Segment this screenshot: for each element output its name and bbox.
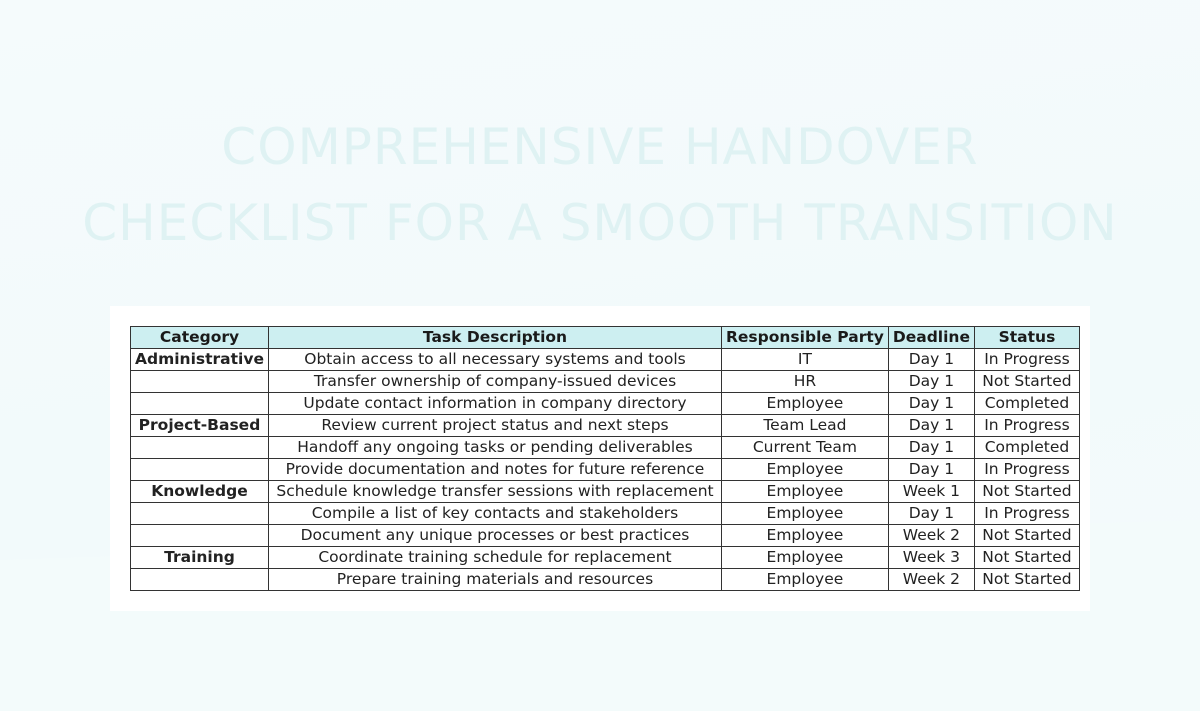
header-responsible-party: Responsible Party <box>721 327 888 349</box>
cell-status: In Progress <box>974 349 1079 371</box>
page-title-line-1: COMPREHENSIVE HANDOVER <box>221 118 979 176</box>
cell-task: Update contact information in company directory <box>268 393 721 415</box>
table-row <box>131 503 1080 525</box>
header-deadline: Deadline <box>888 327 974 349</box>
table-row <box>131 569 1080 591</box>
cell-status: Not Started <box>974 525 1079 547</box>
cell-status: Not Started <box>974 569 1079 591</box>
cell-category: Training <box>131 547 269 569</box>
cell-deadline: Week 2 <box>888 525 974 547</box>
cell-task: Obtain access to all necessary systems and tools <box>268 349 721 371</box>
cell-category <box>131 437 269 459</box>
cell-party: Employee <box>721 525 888 547</box>
cell-deadline: Day 1 <box>888 459 974 481</box>
cell-party: Employee <box>721 503 888 525</box>
cell-category: Knowledge <box>131 481 269 503</box>
cell-deadline: Day 1 <box>888 503 974 525</box>
table-row <box>131 393 1080 415</box>
cell-task: Review current project status and next steps <box>268 415 721 437</box>
cell-party: Employee <box>721 459 888 481</box>
cell-category: Administrative <box>131 349 269 371</box>
header-category: Category <box>131 327 269 349</box>
table-row <box>131 459 1080 481</box>
cell-category: Project-Based <box>131 415 269 437</box>
cell-deadline: Day 1 <box>888 371 974 393</box>
cell-status: Not Started <box>974 547 1079 569</box>
cell-category <box>131 503 269 525</box>
cell-task: Document any unique processes or best practices <box>268 525 721 547</box>
table-row <box>131 415 1080 437</box>
cell-deadline: Day 1 <box>888 393 974 415</box>
cell-party: Employee <box>721 547 888 569</box>
cell-party: HR <box>721 371 888 393</box>
cell-status: Completed <box>974 393 1079 415</box>
cell-party: Employee <box>721 481 888 503</box>
cell-task: Compile a list of key contacts and stakeholders <box>268 503 721 525</box>
cell-deadline: Week 3 <box>888 547 974 569</box>
cell-deadline: Week 1 <box>888 481 974 503</box>
table-row <box>131 481 1080 503</box>
cell-task: Handoff any ongoing tasks or pending deliverables <box>268 437 721 459</box>
header-status: Status <box>974 327 1079 349</box>
table-row <box>131 547 1080 569</box>
cell-party: IT <box>721 349 888 371</box>
table-row <box>131 437 1080 459</box>
cell-party: Current Team <box>721 437 888 459</box>
cell-task: Coordinate training schedule for replacement <box>268 547 721 569</box>
cell-status: Not Started <box>974 371 1079 393</box>
cell-deadline: Day 1 <box>888 415 974 437</box>
handover-checklist-table <box>130 326 1080 591</box>
cell-deadline: Week 2 <box>888 569 974 591</box>
checklist-card <box>110 306 1090 611</box>
cell-task: Provide documentation and notes for future reference <box>268 459 721 481</box>
table-row <box>131 349 1080 371</box>
cell-category <box>131 525 269 547</box>
cell-party: Employee <box>721 393 888 415</box>
cell-status: Not Started <box>974 481 1079 503</box>
cell-task: Transfer ownership of company-issued devices <box>268 371 721 393</box>
cell-category <box>131 459 269 481</box>
cell-status: In Progress <box>974 415 1079 437</box>
table-body <box>131 349 1080 591</box>
cell-status: In Progress <box>974 503 1079 525</box>
cell-category <box>131 371 269 393</box>
cell-party: Employee <box>721 569 888 591</box>
cell-deadline: Day 1 <box>888 437 974 459</box>
table-row <box>131 525 1080 547</box>
cell-category <box>131 569 269 591</box>
page-title-line-2: CHECKLIST FOR A SMOOTH TRANSITION <box>82 194 1118 252</box>
cell-status: In Progress <box>974 459 1079 481</box>
table-header-row <box>131 327 1080 349</box>
cell-party: Team Lead <box>721 415 888 437</box>
table-row <box>131 371 1080 393</box>
header-task-description: Task Description <box>268 327 721 349</box>
cell-task: Schedule knowledge transfer sessions with replacement <box>268 481 721 503</box>
cell-task: Prepare training materials and resources <box>268 569 721 591</box>
cell-deadline: Day 1 <box>888 349 974 371</box>
cell-category <box>131 393 269 415</box>
cell-status: Completed <box>974 437 1079 459</box>
